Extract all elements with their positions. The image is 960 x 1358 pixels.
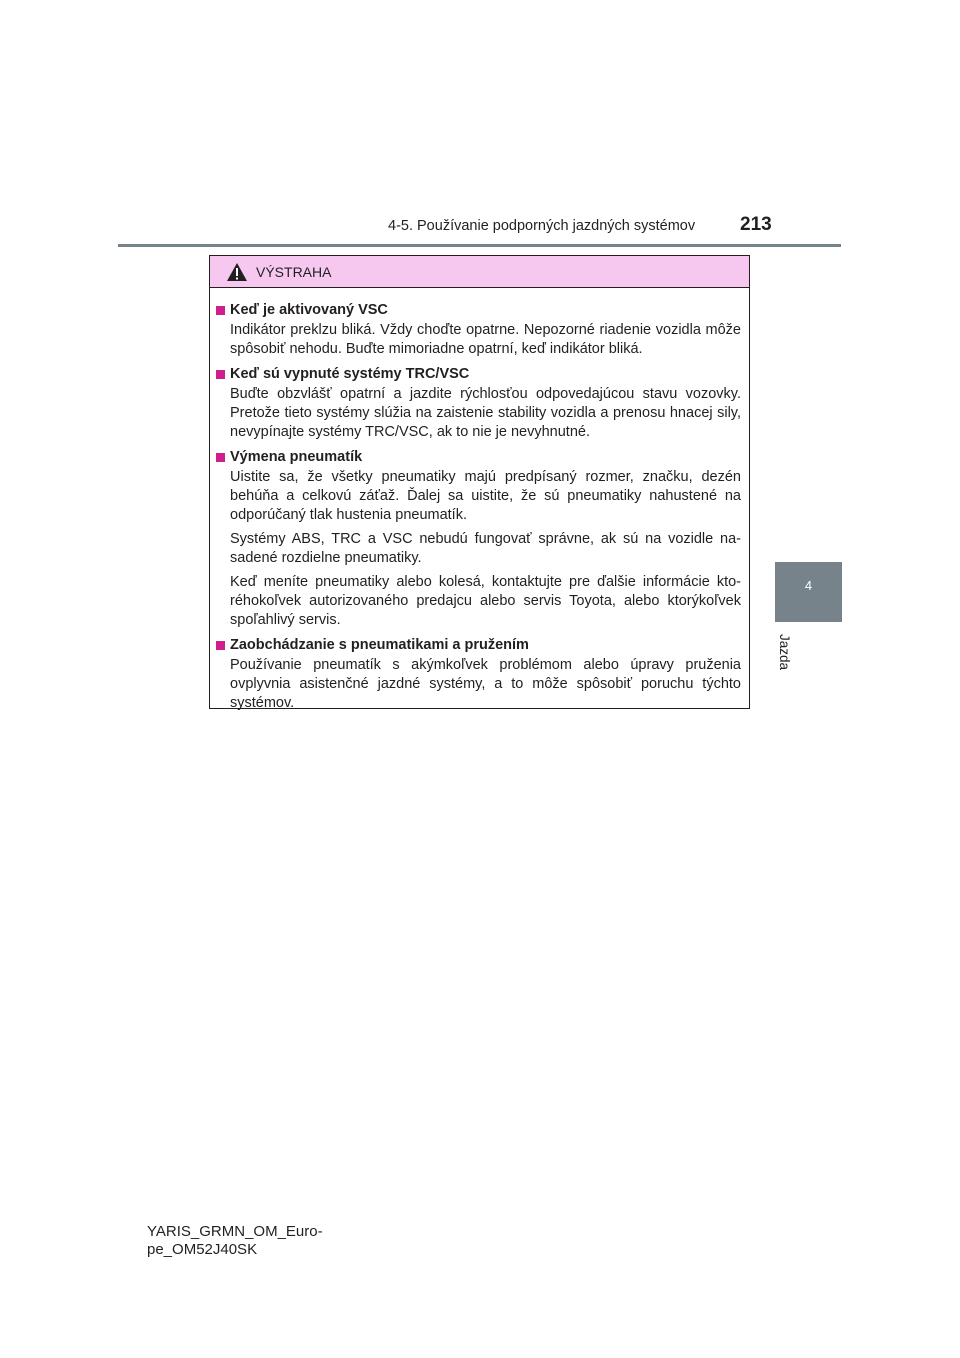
paragraph: Uistite sa, že všetky pneumatiky majú predpísaný rozmer, značku, dezén behúňa a celkovú záťaž. Ďalej sa uistite, že sú pneumatiky nahustené na odporúčaný tlak hustenia pneumatík. [230, 469, 741, 523]
warning-section [216, 300, 741, 359]
warning-box [209, 255, 750, 709]
section-heading [216, 447, 741, 467]
warning-title: VÝSTRAHA [256, 264, 332, 280]
section-heading [216, 300, 741, 320]
paragraph: Systémy ABS, TRC a VSC nebudú fungovať správne, ak sú na vozidle na-sadené rozdielne pneumatiky. [230, 531, 741, 566]
section-heading [216, 364, 741, 384]
paragraph: Keď meníte pneumatiky alebo kolesá, kontaktujte pre ďalšie informácie kto-réhokoľvek autorizovaného predajcu alebo servis Toyota, alebo ktorýkoľvek spoľahlivý servis. [230, 574, 741, 628]
paragraph: Indikátor preklzu bliká. Vždy choďte opatrne. Nepozorné riadenie vozidla môže spôsobiť nehodu. Buďte mimoriadne opatrní, keď indikátor bliká. [230, 322, 741, 357]
section-heading-text: Keď sú vypnuté systémy TRC/VSC [230, 366, 470, 382]
warning-section [216, 364, 741, 442]
chapter-number: 4 [804, 578, 813, 593]
warning-section [216, 635, 741, 713]
section-heading-text: Zaobchádzanie s pneumatikami a pružením [230, 637, 529, 653]
chapter-tab [775, 562, 842, 622]
section-title: 4-5. Používanie podporných jazdných systémov [388, 218, 696, 234]
section-heading-text: Výmena pneumatík [230, 449, 363, 465]
bullet-square-icon [216, 370, 225, 379]
warning-header [210, 256, 749, 288]
section-heading [216, 635, 741, 655]
warning-body [210, 288, 749, 713]
bullet-square-icon [216, 641, 225, 650]
bullet-square-icon [216, 453, 225, 462]
bullet-square-icon [216, 306, 225, 315]
footer-line: pe_OM52J40SK [147, 1241, 258, 1258]
header-divider [118, 244, 841, 247]
section-heading-text: Keď je aktivovaný VSC [230, 302, 388, 318]
footer-line: YARIS_GRMN_OM_Euro- [147, 1223, 323, 1240]
document-footer [147, 1223, 323, 1259]
paragraph: Buďte obzvlášť opatrní a jazdite rýchlosťou odpovedajúcou stavu vozovky. Pretože tieto systémy slúžia na zaistenie stability vozidla a prenosu hnacej sily, nevypínajte systémy TRC/VSC, ak to nie je nevyhnutné. [230, 386, 741, 440]
chapter-label-text: Jazda [777, 634, 792, 671]
paragraph: Používanie pneumatík s akýmkoľvek problémom alebo úpravy pruženia ovplyvnia asistenčné jazdné systémy, a to môže spôsobiť poruchu týchto systémov. [230, 657, 741, 711]
warning-section [216, 447, 741, 630]
chapter-label [776, 632, 841, 672]
page-number: 213 [740, 214, 772, 235]
warning-triangle-icon [226, 262, 248, 282]
